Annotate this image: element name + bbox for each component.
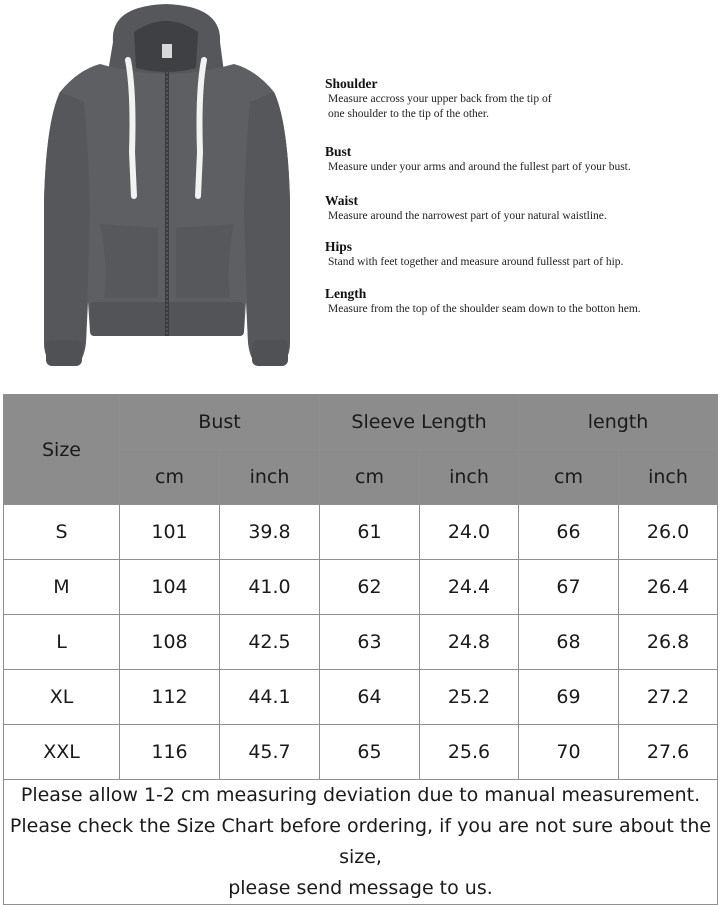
table-cell: 64	[320, 670, 420, 725]
measurement-note	[4, 780, 718, 905]
table-row	[4, 560, 718, 615]
table-cell: 24.4	[420, 560, 519, 615]
note-line: Please allow 1-2 cm measuring deviation due to manual measurement.	[20, 784, 701, 806]
size-header: Size	[4, 395, 120, 505]
size-cell: S	[4, 505, 120, 560]
guide-title: Hips	[325, 239, 353, 254]
table-row	[4, 505, 718, 560]
table-cell: 69	[519, 670, 619, 725]
table-row	[4, 615, 718, 670]
size-cell: M	[4, 560, 120, 615]
table-cell: 42.5	[220, 615, 320, 670]
table-cell: 104	[120, 560, 220, 615]
table-cell: 45.7	[220, 725, 320, 780]
table-cell: 27.6	[619, 725, 718, 780]
table-row	[4, 670, 718, 725]
unit-header: cm	[120, 450, 220, 505]
guide-desc: Measure from the top of the shoulder seam down to the botton hem.	[328, 303, 641, 315]
table-cell: 39.8	[220, 505, 320, 560]
table-cell: 26.8	[619, 615, 718, 670]
table-cell: 101	[120, 505, 220, 560]
table-cell: 61	[320, 505, 420, 560]
table-cell: 26.0	[619, 505, 718, 560]
guide-title: Shoulder	[325, 76, 378, 91]
size-cell: XXL	[4, 725, 120, 780]
size-cell: XL	[4, 670, 120, 725]
note-row	[4, 780, 718, 905]
product-section	[0, 0, 720, 392]
guide-item-length	[325, 286, 641, 317]
group-header-length: length	[519, 395, 718, 450]
table-cell: 66	[519, 505, 619, 560]
table-cell: 67	[519, 560, 619, 615]
unit-header: inch	[420, 450, 519, 505]
guide-desc: Measure accross your upper back from the tip of one shoulder to the tip of the other.	[328, 93, 552, 120]
table-row	[4, 725, 718, 780]
table-cell: 41.0	[220, 560, 320, 615]
guide-item-hips	[325, 239, 623, 270]
table-cell: 62	[320, 560, 420, 615]
guide-desc: Stand with feet together and measure around fullesst part of hip.	[328, 256, 624, 268]
guide-item-shoulder	[325, 76, 552, 122]
guide-title: Bust	[325, 144, 352, 159]
table-cell: 25.6	[420, 725, 519, 780]
table-cell: 116	[120, 725, 220, 780]
group-header-sleeve-length: Sleeve Length	[320, 395, 519, 450]
table-cell: 25.2	[420, 670, 519, 725]
table-header-row	[4, 395, 718, 450]
guide-item-waist	[325, 193, 607, 224]
guide-item-bust	[325, 144, 631, 175]
table-cell: 24.8	[420, 615, 519, 670]
unit-header: cm	[320, 450, 420, 505]
note-line: Please check the Size Chart before ordering, if you are not sure about the size,	[9, 815, 712, 868]
hoodie-image	[38, 2, 296, 374]
guide-desc: Measure around the narrowest part of your natural waistline.	[328, 210, 607, 222]
size-chart-table	[3, 394, 718, 905]
table-cell: 26.4	[619, 560, 718, 615]
table-cell: 108	[120, 615, 220, 670]
table-cell: 63	[320, 615, 420, 670]
guide-title: Waist	[325, 193, 359, 208]
table-cell: 68	[519, 615, 619, 670]
size-cell: L	[4, 615, 120, 670]
table-cell: 65	[320, 725, 420, 780]
group-header-bust: Bust	[120, 395, 320, 450]
unit-header: inch	[619, 450, 718, 505]
guide-desc: Measure under your arms and around the fullest part of your bust.	[328, 161, 631, 173]
unit-header: cm	[519, 450, 619, 505]
unit-header: inch	[220, 450, 320, 505]
table-cell: 44.1	[220, 670, 320, 725]
guide-title: Length	[325, 286, 367, 301]
note-line: please send message to us.	[228, 877, 493, 899]
table-cell: 24.0	[420, 505, 519, 560]
table-cell: 112	[120, 670, 220, 725]
table-cell: 70	[519, 725, 619, 780]
table-cell: 27.2	[619, 670, 718, 725]
